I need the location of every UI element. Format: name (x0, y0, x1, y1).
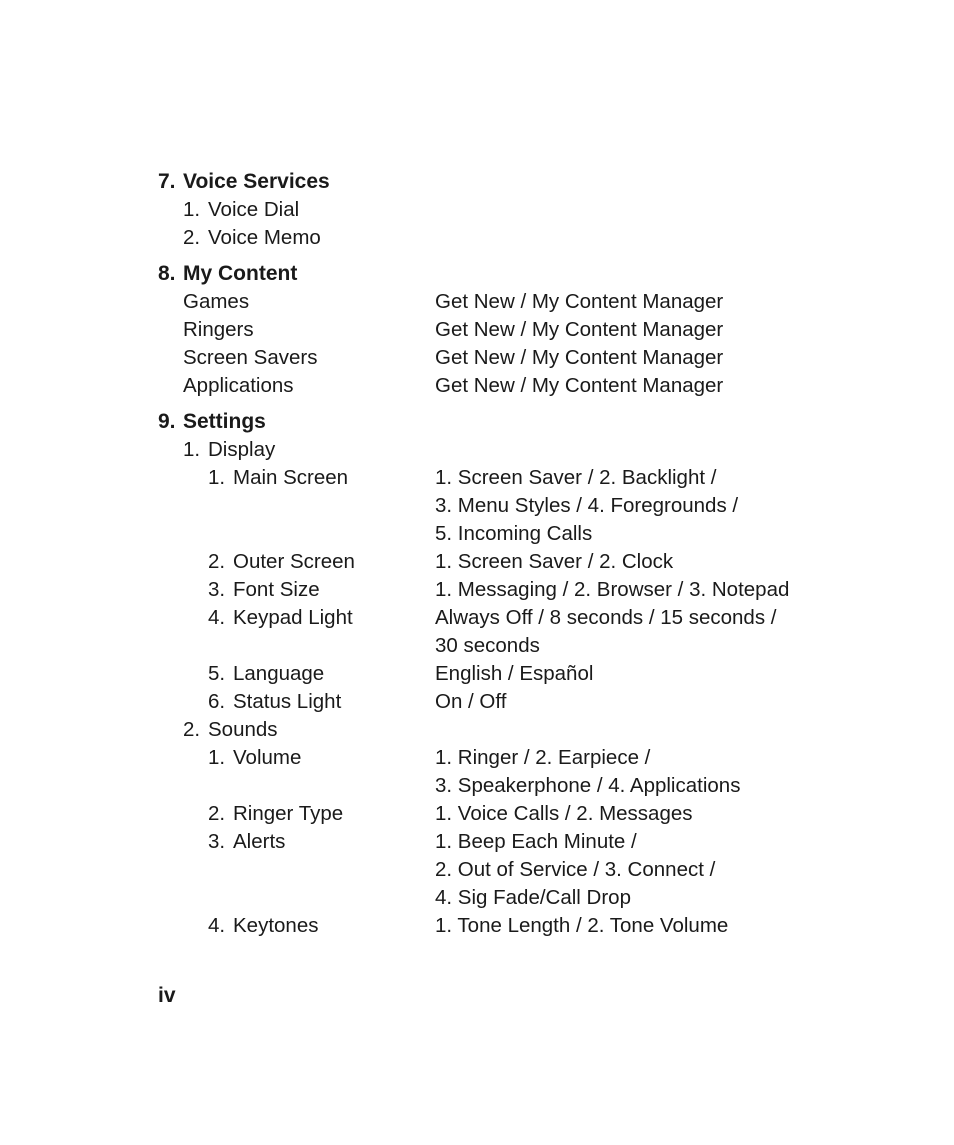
item-value: 3. Speakerphone / 4. Applications (435, 774, 741, 797)
item-value: 2. Out of Service / 3. Connect / (435, 858, 716, 881)
item-value: 1. Messaging / 2. Browser / 3. Notepad (435, 578, 790, 601)
menu-item (158, 548, 858, 576)
section-number: 8. (158, 262, 176, 285)
item-number: 1. (208, 746, 226, 769)
menu-item-continuation (158, 632, 858, 660)
section-title: Settings (183, 410, 266, 433)
item-label: Keypad Light (233, 606, 353, 629)
section-number: 9. (158, 410, 176, 433)
item-label: Ringers (183, 318, 254, 341)
item-value: 1. Ringer / 2. Earpiece / (435, 746, 651, 769)
item-label: Sounds (208, 718, 278, 741)
item-label: Voice Memo (208, 226, 321, 249)
section-number: 7. (158, 170, 176, 193)
item-number: 5. (208, 662, 226, 685)
menu-item (158, 912, 858, 940)
item-label: Volume (233, 746, 302, 769)
menu-item (158, 744, 858, 772)
item-number: 3. (208, 830, 226, 853)
item-value: English / Español (435, 662, 594, 685)
menu-item (158, 604, 858, 632)
item-label: Screen Savers (183, 346, 318, 369)
page-number: iv (158, 984, 176, 1007)
item-label: Outer Screen (233, 550, 355, 573)
section-heading-voice-services (158, 168, 858, 196)
item-value: 5. Incoming Calls (435, 522, 593, 545)
section-title: My Content (183, 262, 298, 285)
item-value: 4. Sig Fade/Call Drop (435, 886, 631, 909)
item-number: 2. (183, 718, 201, 741)
item-number: 1. (208, 466, 226, 489)
menu-item (158, 288, 858, 316)
menu-item (158, 660, 858, 688)
section-heading-my-content (158, 260, 858, 288)
item-value: Always Off / 8 seconds / 15 seconds / (435, 606, 777, 629)
item-label: Font Size (233, 578, 320, 601)
item-value: 1. Beep Each Minute / (435, 830, 637, 853)
submenu-display (158, 436, 858, 464)
menu-item-continuation (158, 884, 858, 912)
menu-item-continuation (158, 856, 858, 884)
item-label: Games (183, 290, 250, 313)
item-number: 2. (183, 226, 201, 249)
item-value: 1. Screen Saver / 2. Clock (435, 550, 674, 573)
item-number: 3. (208, 578, 226, 601)
item-value: Get New / My Content Manager (435, 374, 724, 397)
item-value: Get New / My Content Manager (435, 346, 724, 369)
menu-item (158, 224, 858, 252)
submenu-sounds (158, 716, 858, 744)
menu-item (158, 316, 858, 344)
sounds-items (158, 744, 858, 940)
item-value: 1. Tone Length / 2. Tone Volume (435, 914, 729, 937)
item-value: 1. Screen Saver / 2. Backlight / (435, 466, 717, 489)
item-value: On / Off (435, 690, 507, 713)
menu-item-continuation (158, 772, 858, 800)
menu-item-continuation (158, 492, 858, 520)
menu-outline (158, 168, 858, 940)
item-value: Get New / My Content Manager (435, 290, 724, 313)
menu-item-continuation (158, 520, 858, 548)
menu-item (158, 344, 858, 372)
item-label: Status Light (233, 690, 342, 713)
menu-item (158, 464, 858, 492)
item-number: 6. (208, 690, 226, 713)
item-number: 2. (208, 802, 226, 825)
item-value: 1. Voice Calls / 2. Messages (435, 802, 693, 825)
item-number: 4. (208, 914, 226, 937)
item-value: Get New / My Content Manager (435, 318, 724, 341)
menu-item (158, 828, 858, 856)
item-label: Applications (183, 374, 294, 397)
menu-item (158, 196, 858, 224)
item-label: Main Screen (233, 466, 349, 489)
item-label: Alerts (233, 830, 286, 853)
item-value: 30 seconds (435, 634, 540, 657)
menu-item (158, 576, 858, 604)
menu-item (158, 800, 858, 828)
item-label: Voice Dial (208, 198, 300, 221)
item-number: 2. (208, 550, 226, 573)
item-number: 4. (208, 606, 226, 629)
item-label: Display (208, 438, 276, 461)
item-number: 1. (183, 438, 201, 461)
item-label: Language (233, 662, 325, 685)
display-items (158, 464, 858, 716)
menu-item (158, 688, 858, 716)
section-title: Voice Services (183, 170, 330, 193)
menu-item (158, 372, 858, 400)
item-label: Keytones (233, 914, 319, 937)
item-label: Ringer Type (233, 802, 344, 825)
item-number: 1. (183, 198, 201, 221)
item-value: 3. Menu Styles / 4. Foregrounds / (435, 494, 739, 517)
section-heading-settings (158, 408, 858, 436)
